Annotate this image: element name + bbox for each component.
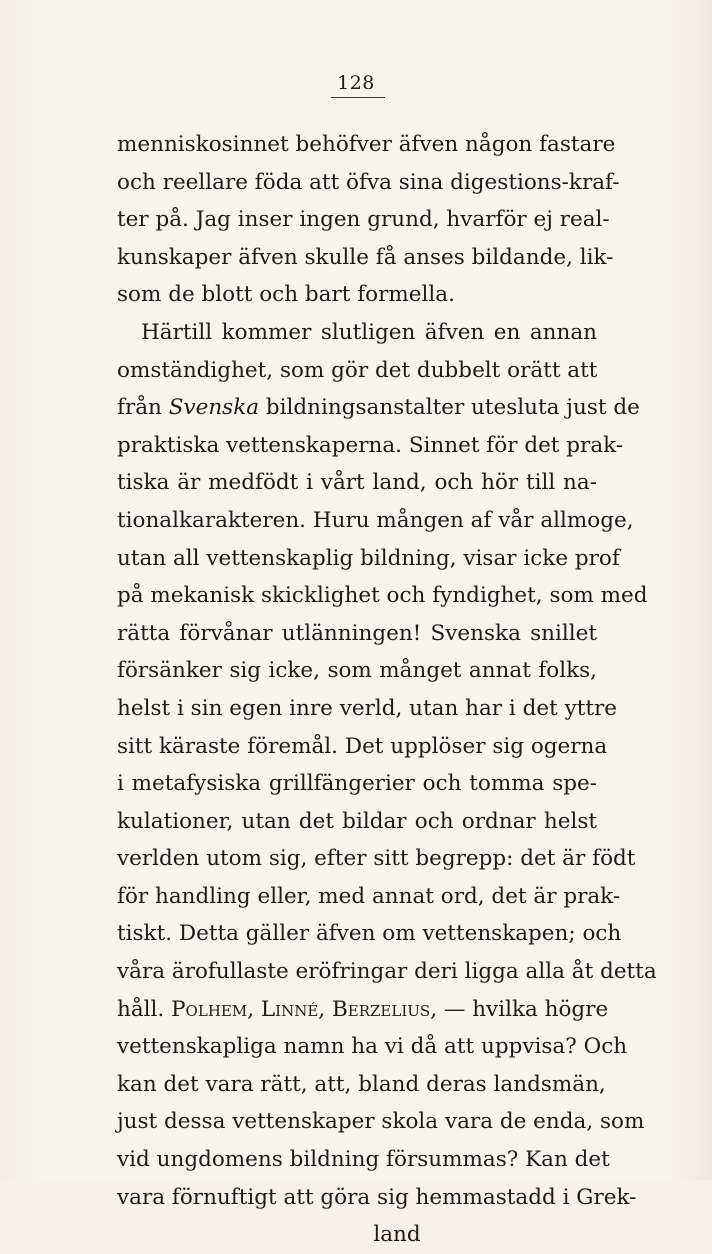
text-segment: praktiska vettenskaperna. Sinnet för det prak- [117,432,624,458]
text-segment: vid ungdomens bildning försummas? Kan det [117,1147,610,1173]
text-segment: land [373,1222,421,1248]
text-line [117,728,608,766]
text-segment: för handling eller, med annat ord, det är prak- [117,883,621,909]
text-line [117,915,622,953]
text-segment: vara förnuftigt att göra sig hemmastadd i Grek- [117,1184,637,1210]
text-line [117,1066,606,1104]
text-line [117,991,609,1029]
text-segment: , [318,996,332,1022]
text-segment: bildningsanstalter utesluta just de [259,395,640,421]
text-line [117,126,616,164]
body-text [117,126,657,1254]
text-segment: sitt käraste föremål. Det upplöser sig ogerna [117,733,608,759]
text-segment: omständighet, som gör det dubbelt orätt att [117,357,598,383]
text-segment: i metafysiska grillfängerier och tomma spe- [117,771,597,797]
text-line [117,502,634,540]
text-line [117,690,618,728]
text-segment: , [247,996,261,1022]
text-segment: kulationer, utan det bildar och ordnar helst [117,808,597,834]
text-segment: rätta förvånar utlänningen! Svenska snillet [117,620,597,646]
text-segment: som de blott och bart formella. [117,282,455,308]
text-line [117,1141,610,1179]
text-segment: ter på. Jag inser ingen grund, hvarför ej real- [117,207,610,233]
text-line [117,201,610,239]
text-line [117,314,597,352]
text-segment: just dessa vettenskaper skola vara de enda, som [117,1109,645,1135]
page-number: 128 [337,72,375,94]
page-number-rule [331,97,385,98]
text-line [117,878,621,916]
text-line [117,953,657,991]
text-line [117,803,597,841]
text-line [117,652,597,690]
text-segment: kunskaper äfven skulle få anses bildande, lik- [117,244,614,270]
name-smallcaps: Polhem [171,996,248,1022]
text-segment: helst i sin egen inre verld, utan har i det yttre [117,695,618,721]
text-segment: kan det vara rätt, att, bland deras landsmän, [117,1071,606,1097]
text-line [117,239,614,277]
text-line [117,464,597,502]
text-segment: verlden utom sig, efter sitt begrepp: det är födt [117,846,636,872]
name-smallcaps: Linné [260,996,319,1022]
text-segment: vettenskapliga namn ha vi då att uppvisa? Och [117,1034,628,1060]
text-line [117,1216,597,1254]
text-line [117,164,620,202]
text-segment: Härtill kommer slutligen äfven en annan [141,319,597,345]
text-line [117,765,597,803]
text-segment: på mekanisk skicklighet och fyndighet, som med [117,583,648,609]
text-line [117,276,597,314]
text-segment: våra ärofullaste eröfringar deri ligga alla åt detta [117,959,657,985]
text-segment: försänker sig icke, som månget annat folks, [117,658,597,684]
text-line [117,1028,628,1066]
text-segment: utan all vettenskaplig bildning, visar icke prof [117,545,620,571]
text-line [117,615,597,653]
text-line [117,1179,637,1217]
name-smallcaps: Berzelius [331,996,431,1022]
text-line [117,1103,645,1141]
italic-text: Svenska [168,395,260,421]
text-segment: håll. [117,996,172,1022]
text-segment: menniskosinnet behöfver äfven någon fastare [117,132,616,157]
text-line [117,427,624,465]
text-line [117,389,640,427]
text-line [117,577,648,615]
text-line [117,540,620,578]
text-segment: tiskt. Detta gäller äfven om vettenskapen; och [117,921,622,947]
text-segment: , — hvilka högre [430,996,609,1022]
text-segment: tionalkarakteren. Huru mången af vår allmoge, [117,507,634,533]
text-line [117,352,597,390]
text-segment: och reellare föda att öfva sina digestions-kraf- [117,169,620,195]
text-segment: tiska är medfödt i vårt land, och hör till na- [117,470,597,496]
text-line [117,840,636,878]
text-segment: från [117,395,169,421]
